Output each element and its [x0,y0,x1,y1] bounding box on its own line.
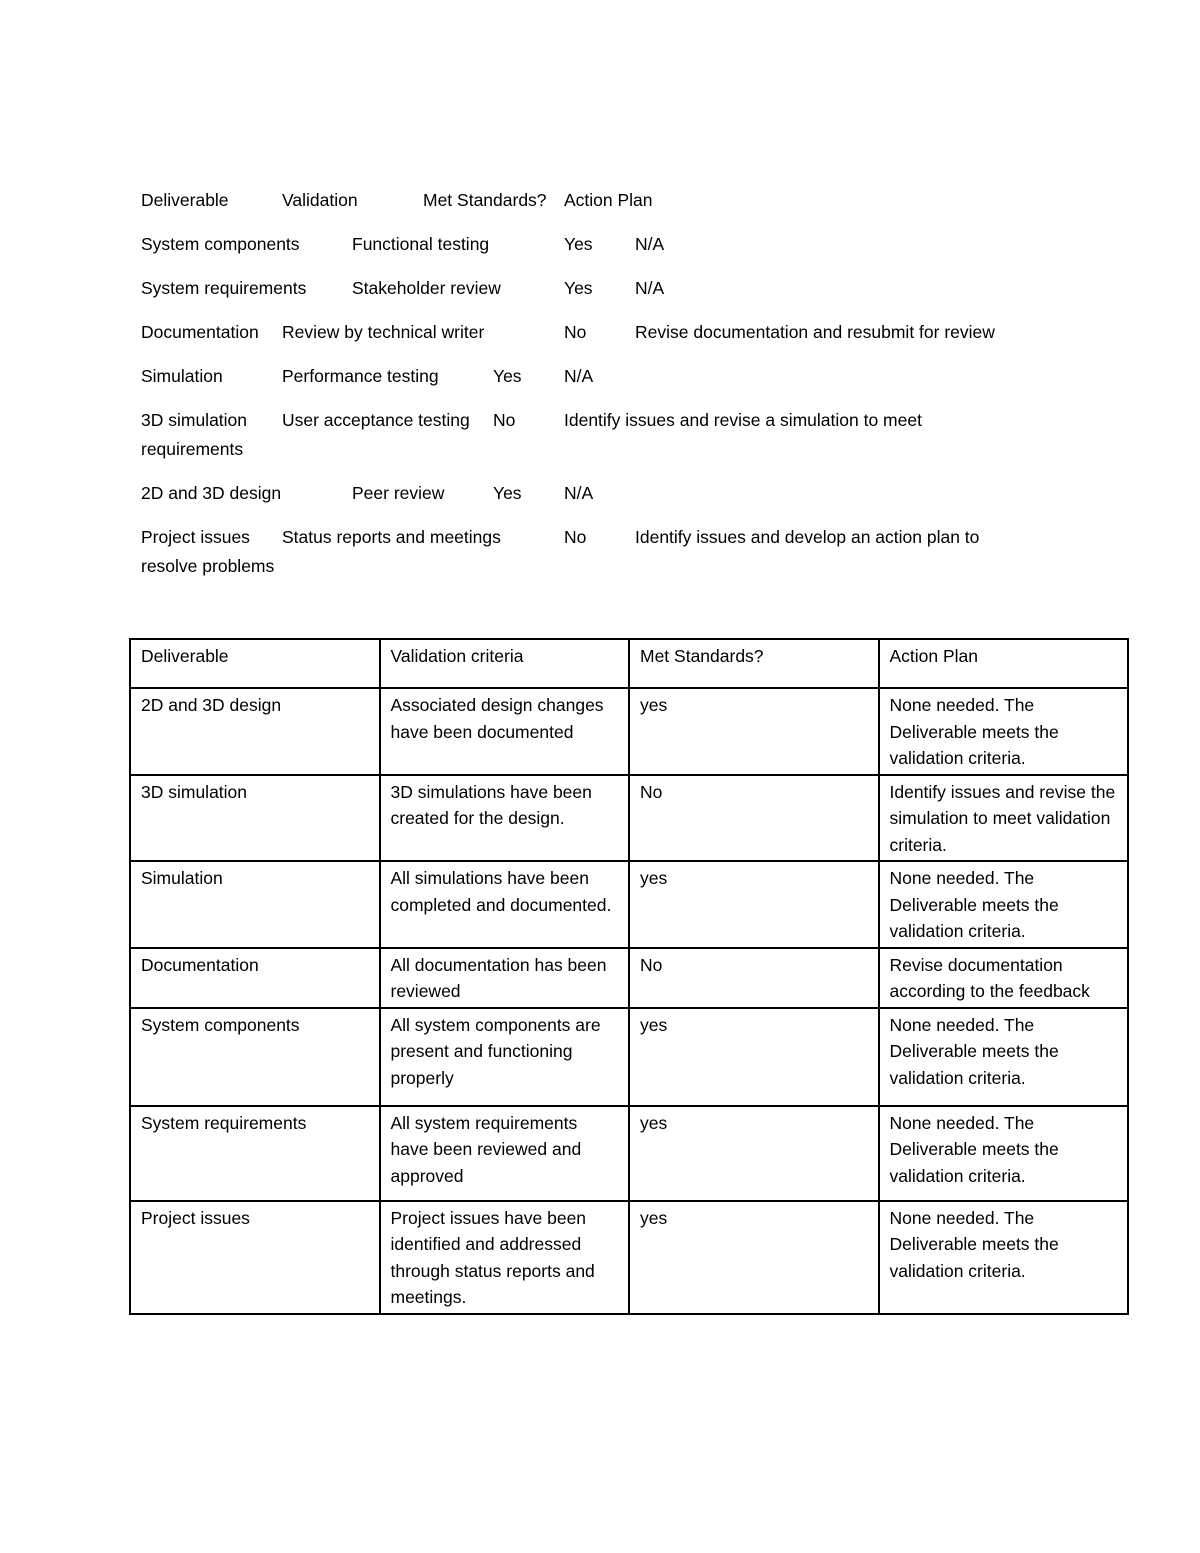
cell-validation-criteria: All documentation has been reviewed [380,948,630,1008]
text-cell-action: N/A [564,366,594,386]
text-line [141,362,1101,391]
text-cell-met: No [493,410,516,430]
text-cell-validation: Review by technical writer [282,322,485,342]
cell-validation-criteria: Project issues have been identified and addressed through status reports and meetings. [380,1201,630,1314]
header-cell-validation-criteria: Validation criteria [380,639,630,688]
cell-action-plan: None needed. The Deliverable meets the validation criteria. [879,1106,1129,1201]
cell-validation-criteria: All simulations have been completed and documented. [380,861,630,948]
cell-met-standards: yes [629,688,879,775]
cell-validation-criteria: Associated design changes have been documented [380,688,630,775]
text-cell-validation: Stakeholder review [352,278,501,298]
text-cell-met: No [564,322,587,342]
header-cell-met-standards: Met Standards? [629,639,879,688]
cell-met-standards: yes [629,1106,879,1201]
cell-met-standards: yes [629,1008,879,1106]
cell-deliverable: Documentation [130,948,380,1008]
text-cell-validation: Peer review [352,483,445,503]
cell-deliverable: System components [130,1008,380,1106]
cell-action-plan: Identify issues and revise the simulation to meet validation criteria. [879,775,1129,862]
text-cell-deliverable: 3D simulation [141,410,248,430]
text-cell-met: Yes [493,483,522,503]
cell-validation-criteria: All system components are present and functioning properly [380,1008,630,1106]
cell-deliverable: 2D and 3D design [130,688,380,775]
text-header-validation: Validation [282,190,358,210]
cell-met-standards: No [629,775,879,862]
table-row [130,1106,1128,1201]
validation-table [129,638,1129,1315]
table-row [130,775,1128,862]
text-cell-deliverable: Project issues [141,527,250,547]
cell-deliverable: System requirements [130,1106,380,1201]
cell-deliverable: 3D simulation [130,775,380,862]
text-header-line [141,186,1101,215]
cell-action-plan: Revise documentation according to the feedback [879,948,1129,1008]
text-line [141,230,1101,259]
text-cell-met: No [564,527,587,547]
cell-validation-criteria: 3D simulations have been created for the design. [380,775,630,862]
cell-deliverable: Project issues [130,1201,380,1314]
text-cell-met: Yes [564,234,593,254]
text-cell-deliverable: System components [141,234,300,254]
text-cell-action: N/A [635,278,665,298]
text-cell-validation: Performance testing [282,366,439,386]
text-cell-deliverable: Simulation [141,366,223,386]
text-cell-action-continued: requirements [141,439,244,459]
text-cell-action: Identify issues and develop an action plan to [635,527,980,547]
text-line [141,523,1101,581]
text-cell-action: N/A [564,483,594,503]
text-line [141,274,1101,303]
header-cell-deliverable: Deliverable [130,639,380,688]
text-cell-action-continued: resolve problems [141,556,275,576]
table-row [130,1201,1128,1314]
text-cell-action: Identify issues and revise a simulation to meet [564,410,922,430]
cell-deliverable: Simulation [130,861,380,948]
text-cell-deliverable: 2D and 3D design [141,483,282,503]
text-header-deliverable: Deliverable [141,190,229,210]
table-row [130,948,1128,1008]
text-cell-deliverable: System requirements [141,278,307,298]
tab-separated-text [141,186,1101,596]
cell-action-plan: None needed. The Deliverable meets the validation criteria. [879,1201,1129,1314]
text-line [141,318,1101,347]
cell-action-plan: None needed. The Deliverable meets the validation criteria. [879,1008,1129,1106]
header-cell-action-plan: Action Plan [879,639,1129,688]
cell-met-standards: yes [629,861,879,948]
table-row [130,861,1128,948]
text-cell-validation: Status reports and meetings [282,527,501,547]
cell-met-standards: No [629,948,879,1008]
text-header-action-plan: Action Plan [564,190,653,210]
table-row [130,1008,1128,1106]
text-cell-action: N/A [635,234,665,254]
text-line [141,479,1101,508]
text-line [141,406,1101,464]
text-cell-validation: User acceptance testing [282,410,470,430]
cell-validation-criteria: All system requirements have been reviewed and approved [380,1106,630,1201]
text-cell-met: Yes [564,278,593,298]
table-header-row [130,639,1128,688]
text-header-met-standards: Met Standards? [423,190,547,210]
table-row [130,688,1128,775]
text-cell-validation: Functional testing [352,234,490,254]
text-cell-met: Yes [493,366,522,386]
cell-action-plan: None needed. The Deliverable meets the validation criteria. [879,688,1129,775]
cell-action-plan: None needed. The Deliverable meets the validation criteria. [879,861,1129,948]
text-cell-action: Revise documentation and resubmit for review [635,322,995,342]
text-cell-deliverable: Documentation [141,322,259,342]
cell-met-standards: yes [629,1201,879,1314]
